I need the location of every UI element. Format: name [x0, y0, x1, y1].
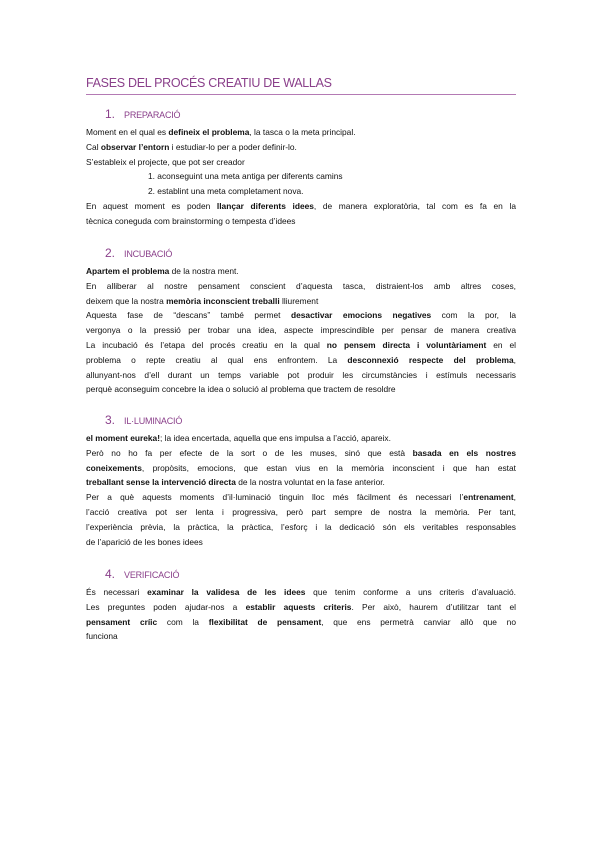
section-title: IL·LUMINACIÓ — [124, 416, 183, 426]
section-number: 1. — [105, 107, 116, 121]
text-run: , — [513, 492, 516, 503]
text-run: Cal — [86, 141, 101, 152]
section-heading — [105, 246, 516, 262]
text-line — [86, 125, 516, 140]
text-run: de l’aparició de les bones idees — [86, 536, 203, 547]
bold-phrase: el moment eureka! — [86, 433, 161, 443]
text-line — [86, 535, 516, 550]
text-run: deixem que la nostra — [86, 295, 167, 306]
text-run: l’experiència prèvia, la pràctica, la pràctica, l’esforç i la dedicació són els veritables responsables — [86, 521, 516, 532]
bold-phrase: observar l’entorn — [100, 141, 170, 152]
text-run: de la nostra ment. — [169, 266, 239, 276]
text-run: En aquest moment es poden — [86, 200, 217, 211]
text-run: , de manera exploratòria, tal com es fa en la — [313, 200, 516, 211]
text-line — [86, 199, 516, 214]
text-run: funciona — [86, 631, 118, 642]
section-heading — [105, 567, 516, 583]
text-run: en el — [486, 339, 516, 350]
text-line — [86, 279, 516, 294]
text-run: , la tasca o la meta principal. — [249, 127, 356, 137]
section-heading — [105, 413, 516, 429]
text-run: 1. aconseguint una meta antiga per diferents camins — [148, 171, 343, 182]
text-run: És necessari — [86, 587, 148, 597]
bold-phrase: establir aquests criteris — [245, 601, 352, 612]
text-run: Moment en el qual es — [86, 127, 169, 137]
section-body — [86, 125, 516, 229]
text-line — [86, 505, 516, 520]
section-title: VERIFICACIÓ — [124, 570, 180, 580]
text-line — [86, 169, 516, 184]
text-run: perquè aconseguim concebre la idea o solució al problema que tractem de resoldre — [86, 384, 396, 395]
text-run: . Per això, haurem d’utilitzar tant el — [351, 601, 516, 612]
text-run: com la por, la — [431, 310, 516, 321]
bold-phrase: basada en els nostres — [412, 447, 516, 458]
section-incubacio — [86, 246, 516, 397]
bold-phrase: memòria inconscient treballi — [166, 295, 280, 306]
text-line — [86, 629, 516, 644]
section-preparacio — [86, 107, 516, 229]
section-number: 2. — [105, 246, 116, 260]
section-heading — [105, 107, 516, 123]
bold-phrase: treballant sense la intervenció directa — [86, 477, 236, 488]
text-line — [86, 294, 516, 309]
text-run: de la nostra voluntat en la fase anterior. — [235, 477, 385, 488]
text-line — [86, 615, 516, 630]
section-verificacio — [86, 567, 516, 644]
text-line — [86, 490, 516, 505]
text-line — [86, 382, 516, 397]
text-run: Però no ho fa per efecte de la sort o de les muses, sinó que està — [86, 447, 413, 458]
bold-phrase: llançar diferents idees — [216, 200, 314, 211]
text-run: que tenim conforme a uns criteris d’avaluació. — [305, 587, 516, 597]
text-run: problema o repte creatiu al qual ens enfrontem. La — [86, 354, 348, 365]
bold-phrase: desconnexió respecte del problema — [347, 354, 514, 365]
text-run: Per a què aquests moments d’il·luminació tinguin lloc més fàcilment és necessari l’ — [86, 492, 464, 503]
text-run: Aquesta fase de “descans” també permet — [86, 310, 291, 321]
bold-phrase: Apartem el problema — [86, 266, 170, 276]
document-title: FASES DEL PROCÉS CREATIU DE WALLAS — [86, 76, 332, 90]
text-run: En alliberar al nostre pensament conscient d’aquesta tasca, distraient-los amb altres coses, — [86, 280, 516, 291]
text-line — [86, 264, 516, 279]
text-line — [86, 585, 516, 600]
section-body — [86, 585, 516, 644]
text-line — [86, 353, 516, 368]
text-run: lliurement — [279, 295, 319, 306]
text-line — [86, 338, 516, 353]
text-run: l’acció creativa pot ser lenta i progressiva, però part sempre de nostra la memòria. Per tant, — [86, 506, 516, 517]
text-run: , propòsits, emocions, que estan vius en la memòria inconscient i que han estat — [141, 462, 516, 473]
bold-phrase: examinar la validesa de les idees — [147, 587, 306, 597]
text-line — [86, 155, 516, 170]
text-line — [86, 140, 516, 155]
section-number: 4. — [105, 567, 116, 581]
bold-phrase: entrenament — [463, 492, 514, 503]
text-run: 2. establint una meta completament nova. — [148, 186, 304, 197]
bold-phrase: pensament críic — [86, 616, 158, 627]
text-run: Les preguntes poden ajudar-nos a — [86, 601, 246, 612]
section-title: INCUBACIÓ — [124, 249, 173, 259]
section-number: 3. — [105, 413, 116, 427]
bold-phrase: defineix el problema — [168, 127, 250, 137]
text-line — [86, 475, 516, 490]
text-run: tècnica coneguda com brainstorming o tempesta d’idees — [86, 215, 296, 226]
text-line — [86, 214, 516, 229]
text-run: S’estableix el projecte, que pot ser creador — [86, 156, 245, 167]
section-illuminacio — [86, 413, 516, 549]
text-run: com la — [157, 616, 209, 627]
section-title: PREPARACIÓ — [124, 110, 181, 120]
text-run: La incubació és l’etapa del procés creatiu en la qual — [86, 339, 327, 350]
text-run: i estudiar-lo per a poder definir-lo. — [169, 141, 297, 152]
title-underline — [86, 94, 516, 95]
bold-phrase: coneixements — [86, 462, 142, 473]
text-run: , — [513, 354, 516, 365]
bold-phrase: desactivar emocions negatives — [291, 310, 432, 321]
text-line — [86, 368, 516, 383]
text-run: ; la idea encertada, aquella que ens impulsa a l’acció, apareix. — [160, 433, 391, 443]
text-line — [86, 184, 516, 199]
text-line — [86, 323, 516, 338]
bold-phrase: flexibilitat de pensament — [208, 616, 322, 627]
text-line — [86, 446, 516, 461]
text-line — [86, 600, 516, 615]
section-body — [86, 431, 516, 549]
text-line — [86, 461, 516, 476]
text-run: , que ens permetrà canviar allò que no — [321, 616, 516, 627]
text-run: vergonya o la pressió per trobar una idea, aspecte imprescindible per pensar de manera creativa — [86, 325, 516, 336]
text-line — [86, 431, 516, 446]
section-body — [86, 264, 516, 397]
bold-phrase: no pensem directa i voluntàriament — [326, 339, 487, 350]
text-line — [86, 520, 516, 535]
text-line — [86, 308, 516, 323]
text-run: allunyant-nos d’ell durant un temps variable pot produir les circumstàncies i estímuls necessaris — [86, 369, 516, 380]
